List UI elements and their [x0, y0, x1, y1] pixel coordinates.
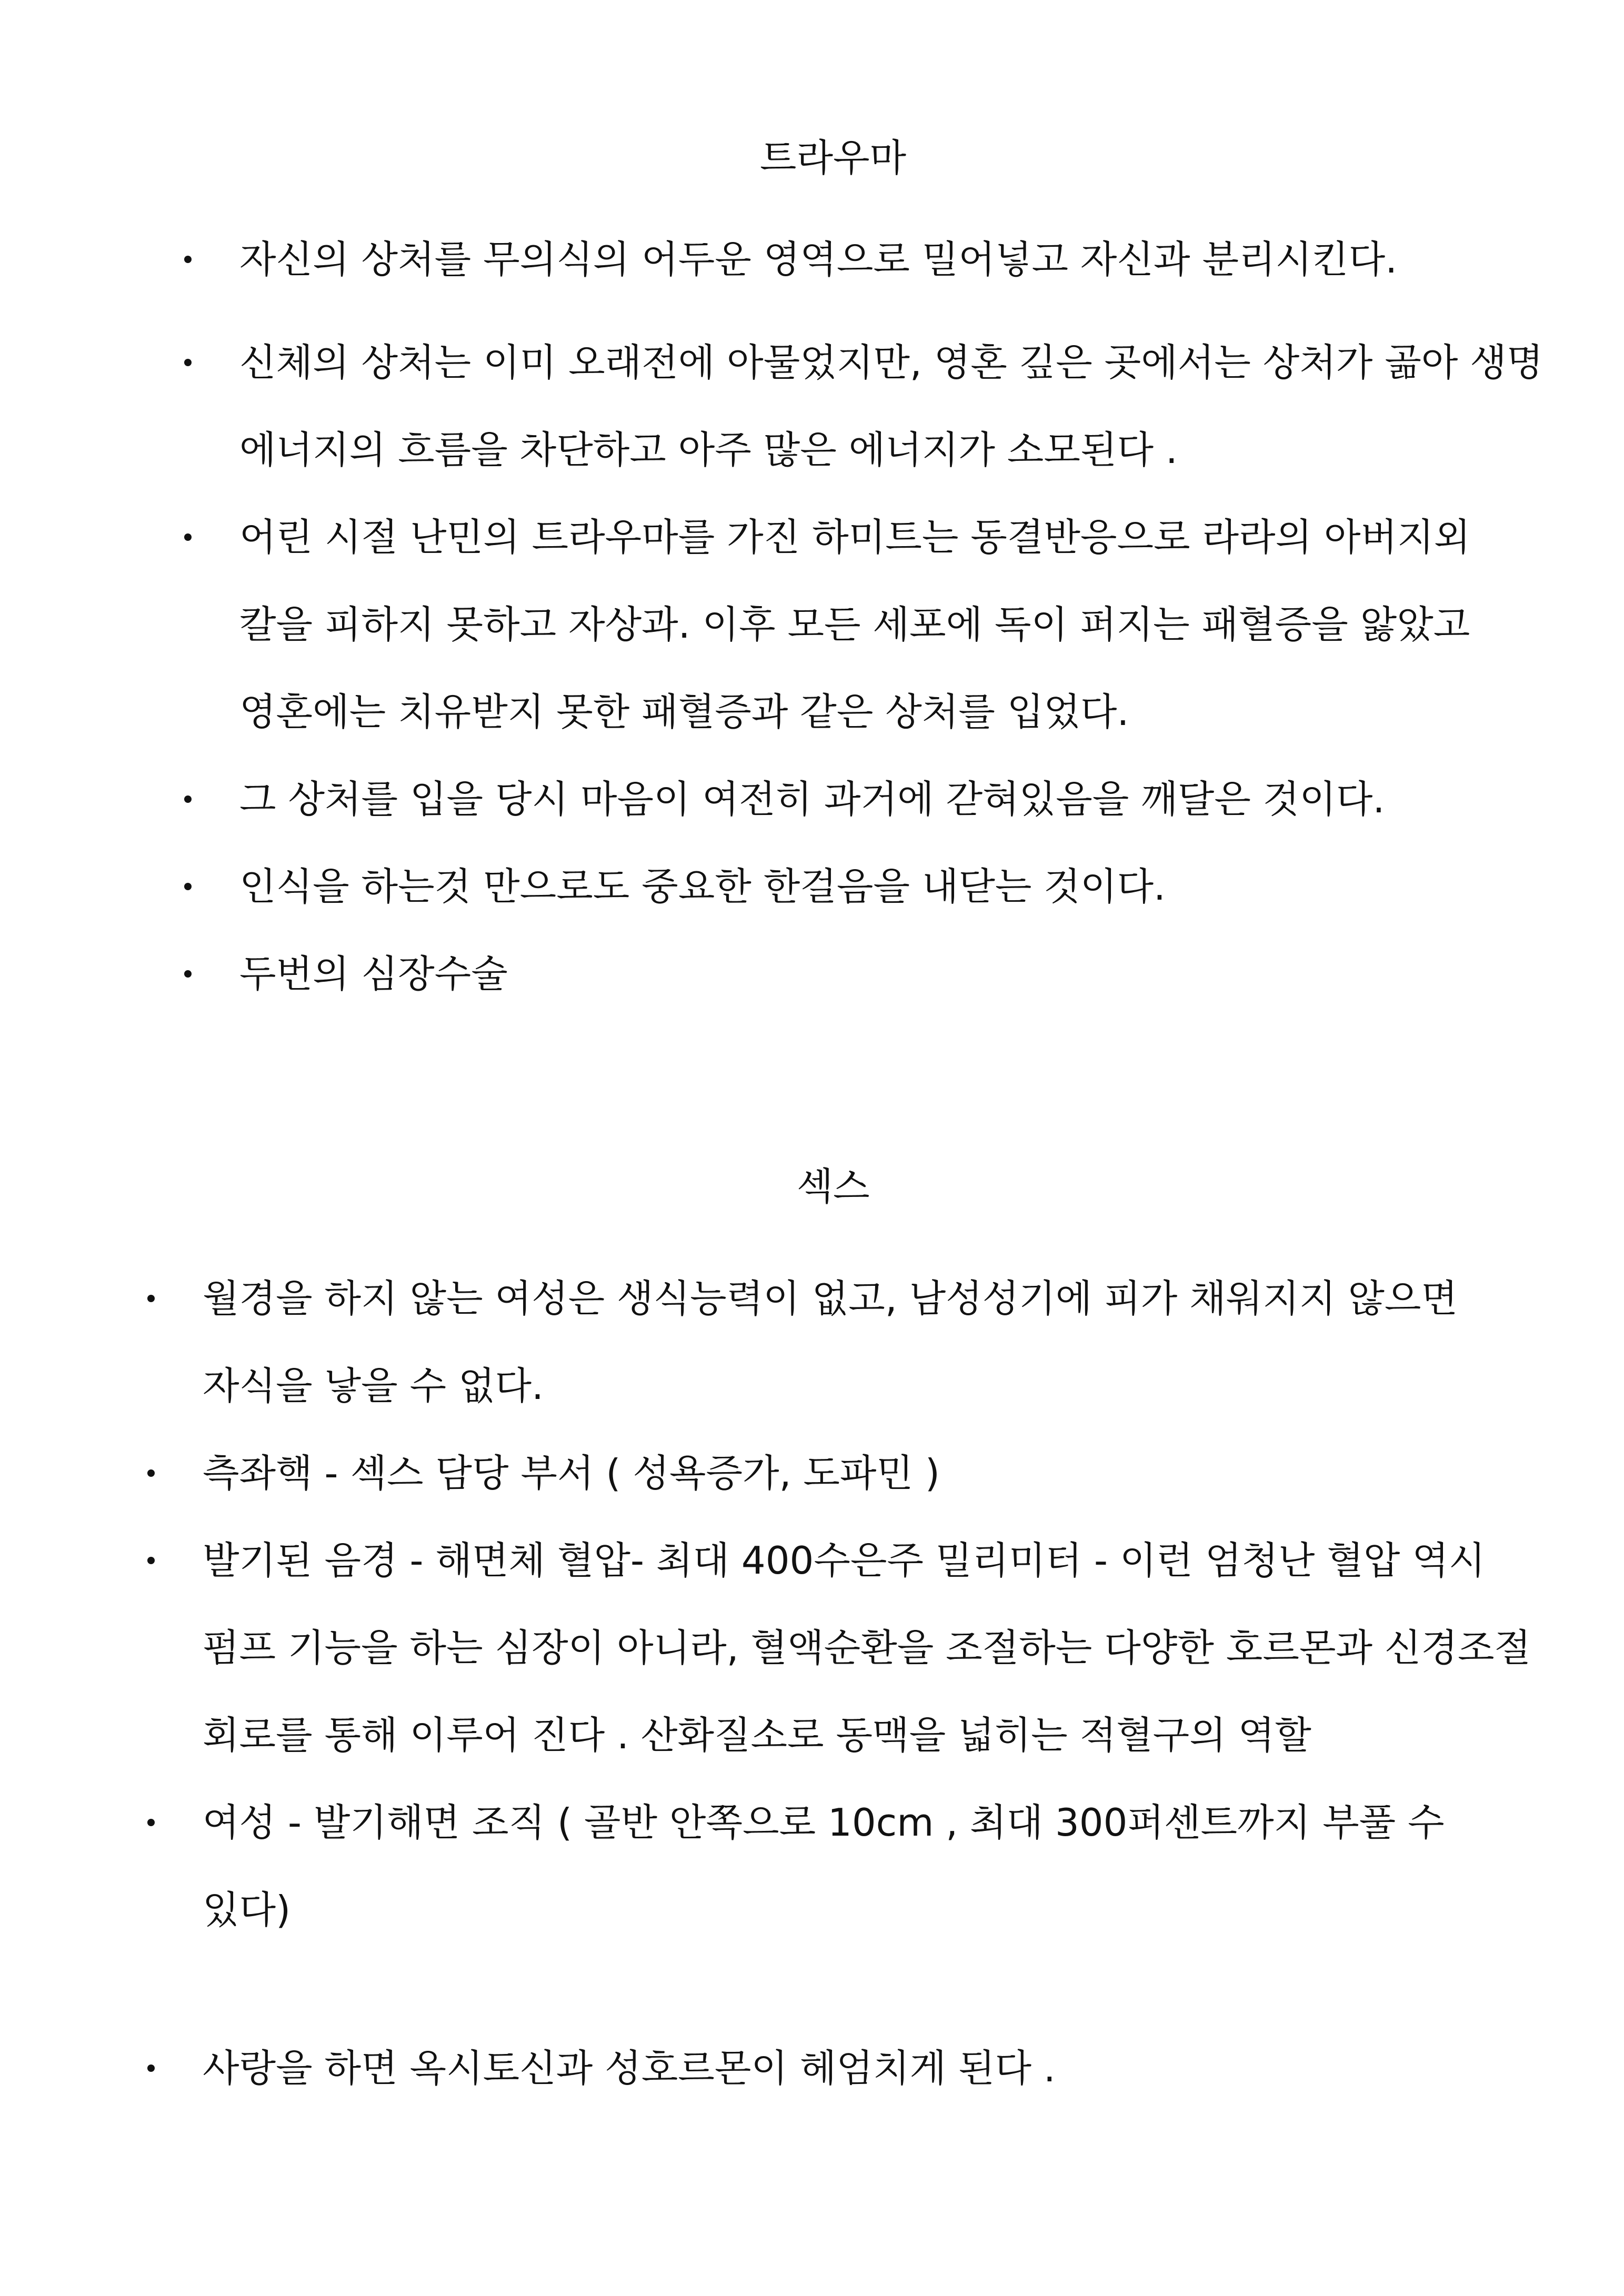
list-item: 두번의 심장수술 — [179, 930, 1547, 1018]
list-item: 어린 시절 난민의 트라우마를 가진 하미트는 동결반응으로 라라의 아버지외 칼을 피하지 못하고 자상과. 이후 모든 세포에 독이 퍼지는 패혈증을 앓았고 영혼에는 치유받지 못한 패혈증과 같은 상처를 입었다. — [179, 494, 1547, 756]
list-item: 신체의 상처는 이미 오래전에 아물었지만, 영혼 깊은 곳에서는 상처가 곪아 생명 에너지의 흐름을 차단하고 아주 많은 에너지가 소모된다 . — [179, 319, 1547, 494]
list-item: 여성 - 발기해면 조직 ( 골반 안쪽으로 10cm , 최대 300퍼센트까지 부풀 수 있다) — [142, 1779, 1537, 1953]
list-item: 자신의 상처를 무의식의 어두운 영역으로 밀어넣고 자신과 분리시킨다. — [179, 216, 1547, 303]
trauma-bullet-list — [179, 216, 1547, 1018]
list-item: 측좌핵 - 섹스 담당 부서 ( 성욕증가, 도파민 ) — [142, 1429, 1537, 1517]
section-title-trauma: 트라우마 — [759, 136, 907, 180]
list-item: 월경을 하지 않는 여성은 생식능력이 없고, 남성성기에 피가 채워지지 않으면 자식을 낳을 수 없다. — [142, 1255, 1537, 1429]
list-item: 사랑을 하면 옥시토신과 성호르몬이 헤엄치게 된다 . — [142, 2025, 1537, 2112]
section-title-sex: 섹스 — [796, 1164, 870, 1209]
sex-bullet-list — [142, 1255, 1537, 2112]
list-item: 그 상처를 입을 당시 마음이 여전히 과거에 갇혀있음을 깨달은 것이다. — [179, 756, 1547, 843]
list-item: 인식을 하는것 만으로도 중요한 한걸음을 내닫는 것이다. — [179, 843, 1547, 930]
list-item: 발기된 음경 - 해면체 혈압- 최대 400수은주 밀리미터 - 이런 엄청난 혈압 역시 펌프 기능을 하는 심장이 아니라, 혈액순환을 조절하는 다양한 호르몬과 신경조절 회로를 통해 이루어 진다 . 산화질소로 동맥을 넓히는 적혈구의 역할 — [142, 1517, 1537, 1779]
list-spacer — [142, 1953, 1537, 2025]
